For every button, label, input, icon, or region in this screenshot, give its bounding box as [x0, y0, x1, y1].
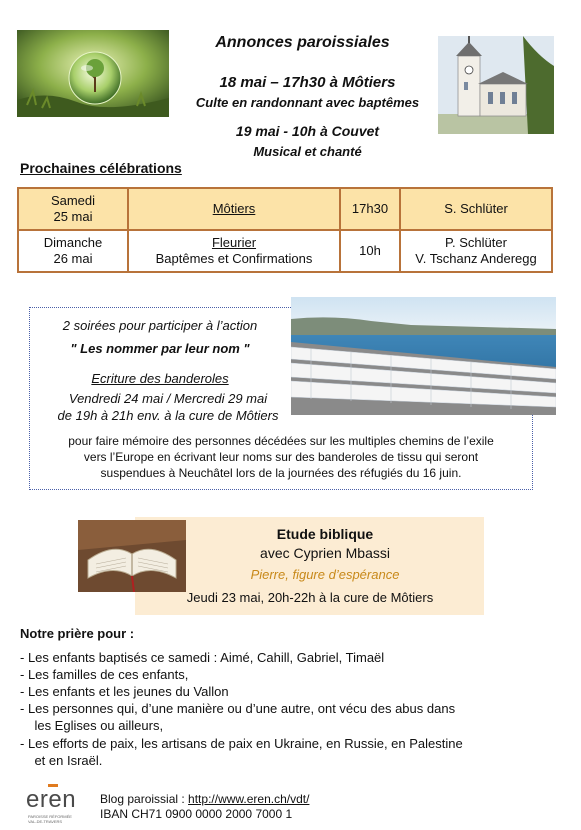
glass-globe-image — [17, 30, 169, 117]
open-bible-image — [78, 520, 186, 592]
blog-link[interactable]: http://www.eren.ch/vdt/ — [188, 792, 310, 806]
description-line: vers l’Europe en écrivant leur noms sur des banderoles de tissu qui seront — [83, 450, 479, 464]
action-quote: " Les nommer par leur nom " — [70, 341, 250, 356]
prayer-item: - Les familles de ces enfants, — [20, 667, 189, 682]
blog-line — [100, 792, 309, 806]
lake-banners-image — [291, 297, 556, 415]
prayer-title: Notre prière pour : — [20, 626, 135, 641]
prayer-item: - Les efforts de paix, les artisans de paix en Ukraine, en Russie, en Palestine — [20, 736, 463, 751]
table-row — [18, 188, 552, 230]
logo-subtitle-line: VAL-DE-TRAVERS — [28, 819, 63, 824]
logo-subtitle-line: PAROISSE RÉFORMÉE — [28, 814, 72, 819]
event2-description: Musical et chanté — [253, 144, 362, 159]
officiant: P. Schlüter — [445, 235, 507, 250]
logo-subtitle — [28, 814, 72, 824]
day: Dimanche — [43, 235, 103, 250]
event2-date: 19 mai - 10h à Couvet — [235, 123, 380, 139]
action-hours: de 19h à 21h env. à la cure de Môtiers — [57, 408, 279, 423]
time-cell: 10h — [340, 230, 400, 272]
place-cell — [128, 188, 340, 230]
prayer-item: et en Israël. — [20, 753, 103, 768]
bible-study-theme: Pierre, figure d’espérance — [250, 567, 400, 582]
blog-label: Blog paroissial : — [100, 792, 189, 806]
logo-wordmark: eren — [26, 786, 77, 813]
eren-logo — [26, 784, 86, 824]
description-line: pour faire mémoire des personnes décédées sur les multiples chemins de l’exile — [68, 434, 494, 448]
action-intro: 2 soirées pour participer à l’action — [62, 318, 258, 333]
date: 25 mai — [53, 209, 93, 224]
bible-study-title: Etude biblique — [276, 526, 374, 542]
description-line: suspendues à Neuchâtel lors de la journées des réfugiés du 16 juin. — [100, 466, 462, 480]
officiant: S. Schlüter — [444, 201, 508, 216]
bible-study-schedule: Jeudi 23 mai, 20h-22h à la cure de Môtiers — [186, 590, 434, 605]
officiant: V. Tschanz Anderegg — [415, 251, 537, 266]
officiant-cell — [400, 230, 552, 272]
prayer-item: - Les personnes qui, d’une manière ou d’une autre, ont vécu des abus dans — [20, 701, 456, 716]
time-cell: 17h30 — [340, 188, 400, 230]
event1-description: Culte en randonnant avec baptêmes — [195, 95, 420, 110]
prayer-item: les Eglises ou ailleurs, — [20, 718, 164, 733]
place: Môtiers — [212, 201, 256, 216]
place-cell — [128, 230, 340, 272]
bible-study-speaker: avec Cyprien Mbassi — [260, 545, 390, 561]
action-dates: Vendredi 24 mai / Mercredi 29 mai — [68, 391, 268, 406]
officiant-cell — [400, 188, 552, 230]
celebrations-table — [17, 187, 553, 273]
day-cell — [18, 230, 128, 272]
action-description — [30, 433, 532, 481]
place: Fleurier — [211, 235, 257, 250]
iban-text: IBAN CH71 0900 0000 2000 7000 1 — [100, 807, 293, 821]
table-row — [18, 230, 552, 272]
celebrations-title: Prochaines célébrations — [20, 160, 182, 176]
day: Samedi — [50, 193, 96, 208]
church-image — [438, 36, 554, 134]
event1-date: 18 mai – 17h30 à Môtiers — [219, 74, 396, 91]
action-subtitle: Ecriture des banderoles — [91, 371, 229, 386]
date: 26 mai — [53, 251, 93, 266]
prayer-item: - Les enfants baptisés ce samedi : Aimé, Cahill, Gabriel, Timaël — [20, 650, 385, 665]
page-title: Annonces paroissiales — [215, 34, 390, 51]
day-cell — [18, 188, 128, 230]
prayer-item: - Les enfants et les jeunes du Vallon — [20, 684, 229, 699]
place-subtitle: Baptêmes et Confirmations — [155, 251, 313, 266]
